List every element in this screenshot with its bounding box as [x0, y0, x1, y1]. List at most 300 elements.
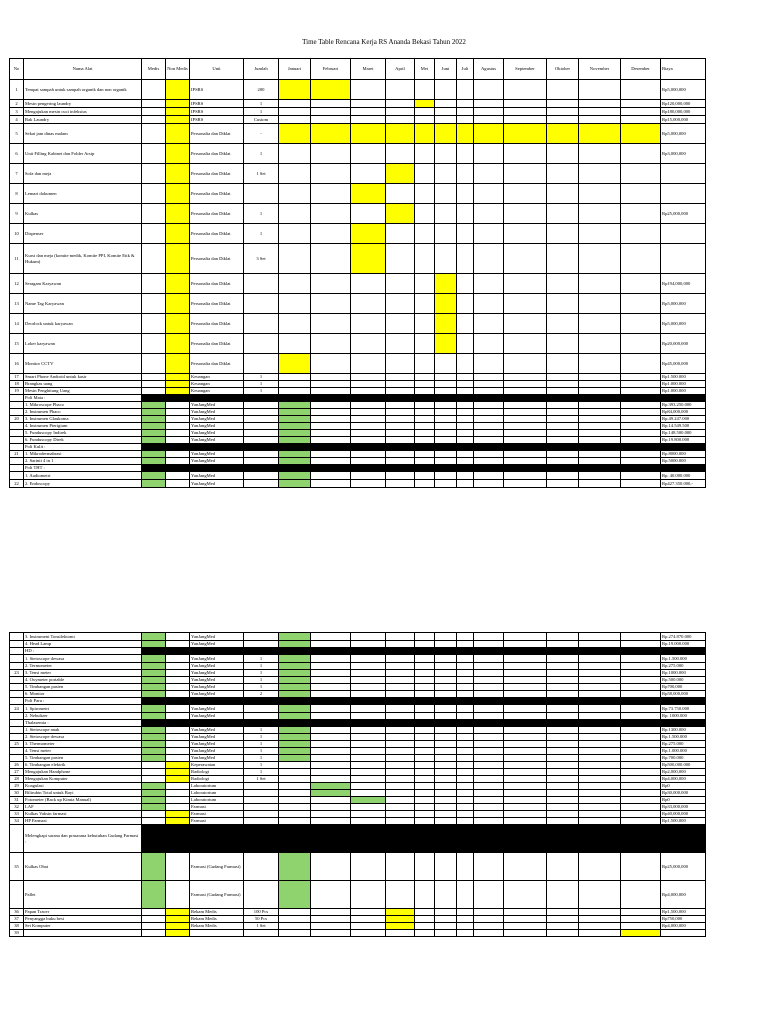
month-cell-aug: [474, 691, 504, 698]
month-cell-oct: [547, 437, 579, 444]
month-cell-apr: [386, 748, 415, 755]
month-cell-sep: [504, 769, 547, 776]
item-name: 1. Spirometri: [24, 705, 142, 713]
month-cell-jan: [279, 748, 311, 755]
month-cell-nov: [579, 776, 621, 783]
section-fill: [279, 465, 311, 472]
month-cell-sep: [504, 705, 547, 713]
unit-cell: YanJangMed: [190, 451, 244, 458]
month-cell-oct: [547, 480, 579, 488]
month-cell-jan: [279, 755, 311, 762]
non-medis-cell: [166, 916, 190, 923]
header-cell: Jumlah: [244, 59, 279, 80]
non-medis-cell: [166, 741, 190, 748]
month-cell-dec: [621, 748, 661, 755]
month-cell-jan: [279, 294, 311, 314]
item-name: Kulkas: [24, 204, 142, 224]
unit-cell: IPSRS: [190, 80, 244, 100]
month-cell-feb: [311, 334, 351, 354]
table-row: [10, 655, 706, 663]
non-medis-cell: [166, 783, 190, 790]
month-cell-aug: [474, 244, 504, 274]
section-fill: [457, 648, 474, 655]
month-cell-mar: [351, 80, 386, 100]
month-cell-aug: [474, 374, 504, 381]
section-fill: [142, 465, 166, 472]
section-fill: [579, 698, 621, 705]
biaya-cell: Rp.700.000: [661, 755, 706, 762]
non-medis-cell: [166, 144, 190, 164]
section-fill: [190, 698, 244, 705]
month-cell-jan: [279, 923, 311, 930]
biaya-cell: Rp3,000,000: [661, 144, 706, 164]
month-cell-feb: [311, 741, 351, 748]
month-cell-jun: [435, 472, 457, 480]
month-cell-mar: [351, 804, 386, 811]
month-cell-jan: [279, 790, 311, 797]
row-number: [10, 748, 24, 755]
non-medis-cell: [166, 314, 190, 334]
row-number: [10, 465, 24, 472]
non-medis-cell: [166, 923, 190, 930]
month-cell-may: [415, 811, 435, 818]
month-cell-jul: [457, 204, 474, 224]
month-cell-oct: [547, 80, 579, 100]
month-cell-jul: [457, 755, 474, 762]
unit-cell: YanJangMed: [190, 748, 244, 755]
section-fill: [579, 444, 621, 451]
non-medis-cell: [166, 244, 190, 274]
month-cell-nov: [579, 144, 621, 164]
month-cell-apr: [386, 776, 415, 783]
row-number: 30: [10, 790, 24, 797]
row-number: 16: [10, 354, 24, 374]
month-cell-oct: [547, 663, 579, 670]
unit-cell: YanJangMed: [190, 430, 244, 437]
month-cell-sep: [504, 354, 547, 374]
table-row: [10, 244, 706, 274]
month-cell-jan: [279, 402, 311, 409]
month-cell-apr: [386, 451, 415, 458]
biaya-cell: Rp120,000,000: [661, 100, 706, 108]
month-cell-may: [415, 416, 435, 423]
section-fill: [142, 395, 166, 402]
month-cell-sep: [504, 374, 547, 381]
row-number: [10, 713, 24, 720]
month-cell-jul: [457, 741, 474, 748]
item-name: 1. Mikrodermabrasi: [24, 451, 142, 458]
month-cell-mar: [351, 705, 386, 713]
month-cell-jul: [457, 691, 474, 698]
jumlah-cell: 1: [244, 677, 279, 684]
month-cell-nov: [579, 741, 621, 748]
medis-cell: [142, 409, 166, 416]
unit-cell: Farmasi: [190, 818, 244, 825]
month-cell-may: [415, 783, 435, 790]
biaya-cell: Rp427.350.000,-: [661, 480, 706, 488]
section-fill: [579, 395, 621, 402]
month-cell-dec: [621, 430, 661, 437]
non-medis-cell: [166, 402, 190, 409]
month-cell-may: [415, 705, 435, 713]
unit-cell: IPSRS: [190, 108, 244, 116]
item-name: 2. Termometer: [24, 663, 142, 670]
month-cell-aug: [474, 224, 504, 244]
medis-cell: [142, 224, 166, 244]
unit-cell: Personalia dan Diklat: [190, 204, 244, 224]
month-cell-jul: [457, 409, 474, 416]
month-cell-feb: [311, 797, 351, 804]
row-number: [10, 444, 24, 451]
month-cell-mar: [351, 916, 386, 923]
non-medis-cell: [166, 818, 190, 825]
jumlah-cell: [244, 274, 279, 294]
month-cell-aug: [474, 100, 504, 108]
medis-cell: [142, 783, 166, 790]
month-cell-feb: [311, 811, 351, 818]
month-cell-jun: [435, 655, 457, 663]
month-cell-jun: [435, 670, 457, 677]
unit-cell: YanJangMed: [190, 713, 244, 720]
unit-cell: Personalia dan Diklat: [190, 184, 244, 204]
month-cell-jan: [279, 144, 311, 164]
row-number: 11: [10, 244, 24, 274]
month-cell-aug: [474, 388, 504, 395]
jumlah-cell: [244, 853, 279, 881]
item-name: Kulkas Obat: [24, 853, 142, 881]
month-cell-mar: [351, 184, 386, 204]
month-cell-nov: [579, 451, 621, 458]
row-number: [10, 633, 24, 641]
month-cell-mar: [351, 923, 386, 930]
month-cell-dec: [621, 458, 661, 465]
month-cell-jul: [457, 853, 474, 881]
item-name: 4. Head Lamp: [24, 641, 142, 648]
biaya-cell: Rp5,000,000: [661, 294, 706, 314]
month-cell-oct: [547, 748, 579, 755]
jumlah-cell: 1: [244, 769, 279, 776]
header-cell: Januari: [279, 59, 311, 80]
month-cell-nov: [579, 314, 621, 334]
month-cell-aug: [474, 670, 504, 677]
month-cell-nov: [579, 783, 621, 790]
biaya-cell: Rp5,000,000: [661, 124, 706, 144]
medis-cell: [142, 790, 166, 797]
item-name: 2. Endoscopy: [24, 480, 142, 488]
section-fill: [474, 444, 504, 451]
table-row: [10, 670, 706, 677]
month-cell-apr: [386, 423, 415, 430]
table-row: [10, 108, 706, 116]
month-cell-nov: [579, 108, 621, 116]
item-name: Mengajukan Komputer: [24, 776, 142, 783]
month-cell-aug: [474, 633, 504, 641]
month-cell-may: [415, 670, 435, 677]
biaya-cell: Rp.274.870.000: [661, 633, 706, 641]
month-cell-jan: [279, 416, 311, 423]
month-cell-apr: [386, 684, 415, 691]
item-name: Dispenser: [24, 224, 142, 244]
month-cell-jun: [435, 430, 457, 437]
month-cell-dec: [621, 472, 661, 480]
month-cell-apr: [386, 705, 415, 713]
month-cell-may: [415, 655, 435, 663]
month-cell-aug: [474, 184, 504, 204]
month-cell-feb: [311, 423, 351, 430]
month-cell-mar: [351, 480, 386, 488]
table-row: [10, 909, 706, 916]
month-cell-aug: [474, 748, 504, 755]
page-2-region: [0, 632, 768, 1024]
month-cell-jan: [279, 116, 311, 124]
month-cell-aug: [474, 881, 504, 909]
table-row: [10, 727, 706, 734]
month-cell-mar: [351, 472, 386, 480]
section-fill: [142, 720, 166, 727]
item-name: Brangkas uang: [24, 381, 142, 388]
month-cell-apr: [386, 244, 415, 274]
medis-cell: [142, 381, 166, 388]
month-cell-feb: [311, 184, 351, 204]
table-row: [10, 451, 706, 458]
month-cell-sep: [504, 458, 547, 465]
section-fill: [190, 465, 244, 472]
month-cell-oct: [547, 684, 579, 691]
month-cell-may: [415, 402, 435, 409]
non-medis-cell: [166, 853, 190, 881]
month-cell-mar: [351, 388, 386, 395]
unit-cell: Personalia dan Diklat: [190, 224, 244, 244]
month-cell-jun: [435, 184, 457, 204]
month-cell-feb: [311, 381, 351, 388]
month-cell-feb: [311, 762, 351, 769]
section-fill: [415, 698, 435, 705]
section-label: HD :: [24, 648, 142, 655]
table-row: [10, 881, 706, 909]
month-cell-may: [415, 677, 435, 684]
non-medis-cell: [166, 100, 190, 108]
month-cell-sep: [504, 641, 547, 648]
row-number: 3: [10, 108, 24, 116]
medis-cell: [142, 677, 166, 684]
month-cell-aug: [474, 790, 504, 797]
medis-cell: [142, 727, 166, 734]
month-cell-sep: [504, 224, 547, 244]
item-name: 3. Thermometer: [24, 741, 142, 748]
row-number: 8: [10, 184, 24, 204]
row-number: [10, 677, 24, 684]
medis-cell: [142, 124, 166, 144]
month-cell-nov: [579, 116, 621, 124]
month-cell-aug: [474, 713, 504, 720]
month-cell-may: [415, 727, 435, 734]
section-fill: [415, 395, 435, 402]
month-cell-jan: [279, 670, 311, 677]
month-cell-feb: [311, 783, 351, 790]
jumlah-cell: [244, 783, 279, 790]
month-cell-jan: [279, 804, 311, 811]
month-cell-jan: [279, 430, 311, 437]
month-cell-jan: [279, 633, 311, 641]
month-cell-apr: [386, 124, 415, 144]
month-cell-nov: [579, 409, 621, 416]
month-cell-nov: [579, 402, 621, 409]
month-cell-oct: [547, 923, 579, 930]
month-cell-sep: [504, 825, 547, 853]
month-cell-sep: [504, 108, 547, 116]
month-cell-sep: [504, 797, 547, 804]
month-cell-jun: [435, 314, 457, 334]
row-number: [10, 825, 24, 853]
month-cell-jun: [435, 776, 457, 783]
medis-cell: [142, 916, 166, 923]
medis-cell: [142, 762, 166, 769]
month-cell-mar: [351, 402, 386, 409]
section-fill: [547, 395, 579, 402]
month-cell-apr: [386, 655, 415, 663]
month-cell-jul: [457, 381, 474, 388]
non-medis-cell: [166, 334, 190, 354]
month-cell-mar: [351, 641, 386, 648]
month-cell-apr: [386, 430, 415, 437]
month-cell-feb: [311, 670, 351, 677]
section-fill: [547, 698, 579, 705]
jumlah-cell: 1: [244, 224, 279, 244]
row-number: [10, 437, 24, 444]
unit-cell: Keuangan: [190, 388, 244, 395]
row-number: [10, 727, 24, 734]
month-cell-aug: [474, 334, 504, 354]
month-cell-oct: [547, 930, 579, 937]
month-cell-dec: [621, 80, 661, 100]
month-cell-feb: [311, 108, 351, 116]
month-cell-jun: [435, 804, 457, 811]
month-cell-jan: [279, 769, 311, 776]
section-fill: [661, 395, 706, 402]
section-fill: [351, 395, 386, 402]
month-cell-may: [415, 818, 435, 825]
month-cell-oct: [547, 776, 579, 783]
medis-cell: [142, 769, 166, 776]
month-cell-may: [415, 144, 435, 164]
section-row: [10, 648, 706, 655]
month-cell-may: [415, 916, 435, 923]
month-cell-aug: [474, 655, 504, 663]
month-cell-may: [415, 472, 435, 480]
month-cell-nov: [579, 423, 621, 430]
section-fill: [244, 444, 279, 451]
item-name: Kursi dan meja (komite medik, Komite PPI, Komite Etik & Hukum): [24, 244, 142, 274]
medis-cell: [142, 633, 166, 641]
month-cell-nov: [579, 755, 621, 762]
month-cell-aug: [474, 916, 504, 923]
item-name: 5. Funduscopy Indirek: [24, 430, 142, 437]
month-cell-nov: [579, 334, 621, 354]
non-medis-cell: [166, 825, 190, 853]
month-cell-nov: [579, 374, 621, 381]
non-medis-cell: [166, 472, 190, 480]
month-cell-dec: [621, 825, 661, 853]
month-cell-sep: [504, 334, 547, 354]
month-cell-dec: [621, 108, 661, 116]
jumlah-cell: 1 Set: [244, 923, 279, 930]
item-name: 4. Instrumen Pterigium: [24, 423, 142, 430]
biaya-cell: Rp. 1000.000: [661, 713, 706, 720]
month-cell-dec: [621, 804, 661, 811]
month-cell-dec: [621, 769, 661, 776]
month-cell-jun: [435, 80, 457, 100]
month-cell-jan: [279, 480, 311, 488]
month-cell-jan: [279, 783, 311, 790]
biaya-cell: Rp.275.000: [661, 741, 706, 748]
month-cell-oct: [547, 633, 579, 641]
month-cell-mar: [351, 790, 386, 797]
month-cell-aug: [474, 402, 504, 409]
item-name: Bilirubin Total untuk Bayi: [24, 790, 142, 797]
month-cell-mar: [351, 748, 386, 755]
unit-cell: IPSRS: [190, 116, 244, 124]
medis-cell: [142, 80, 166, 100]
month-cell-nov: [579, 655, 621, 663]
month-cell-jun: [435, 244, 457, 274]
unit-cell: Personalia dan Diklat: [190, 314, 244, 334]
biaya-cell: Rp25,000,000: [661, 853, 706, 881]
month-cell-apr: [386, 458, 415, 465]
jumlah-cell: 1: [244, 684, 279, 691]
item-name: HP Farmasi: [24, 818, 142, 825]
month-cell-feb: [311, 80, 351, 100]
non-medis-cell: [166, 705, 190, 713]
month-cell-sep: [504, 472, 547, 480]
unit-cell: YanJangMed: [190, 416, 244, 423]
month-cell-jul: [457, 677, 474, 684]
month-cell-mar: [351, 713, 386, 720]
month-cell-jun: [435, 677, 457, 684]
month-cell-may: [415, 748, 435, 755]
row-number: 5: [10, 124, 24, 144]
month-cell-aug: [474, 909, 504, 916]
month-cell-jul: [457, 451, 474, 458]
month-cell-feb: [311, 663, 351, 670]
month-cell-feb: [311, 818, 351, 825]
month-cell-nov: [579, 164, 621, 184]
month-cell-mar: [351, 354, 386, 374]
section-fill: [661, 648, 706, 655]
biaya-cell: Rp45,000,000: [661, 354, 706, 374]
month-cell-dec: [621, 916, 661, 923]
month-cell-may: [415, 909, 435, 916]
jumlah-cell: 1: [244, 741, 279, 748]
month-cell-sep: [504, 633, 547, 641]
month-cell-sep: [504, 204, 547, 224]
month-cell-aug: [474, 480, 504, 488]
section-fill: [621, 465, 661, 472]
section-fill: [547, 465, 579, 472]
month-cell-sep: [504, 748, 547, 755]
month-cell-sep: [504, 144, 547, 164]
section-fill: [279, 444, 311, 451]
item-name: Set Komputer: [24, 923, 142, 930]
month-cell-jul: [457, 437, 474, 444]
biaya-cell: Rp.275.000: [661, 663, 706, 670]
month-cell-jul: [457, 164, 474, 184]
section-fill: [244, 648, 279, 655]
month-cell-mar: [351, 776, 386, 783]
unit-cell: [190, 930, 244, 937]
jumlah-cell: [244, 409, 279, 416]
section-fill: [579, 465, 621, 472]
month-cell-mar: [351, 430, 386, 437]
